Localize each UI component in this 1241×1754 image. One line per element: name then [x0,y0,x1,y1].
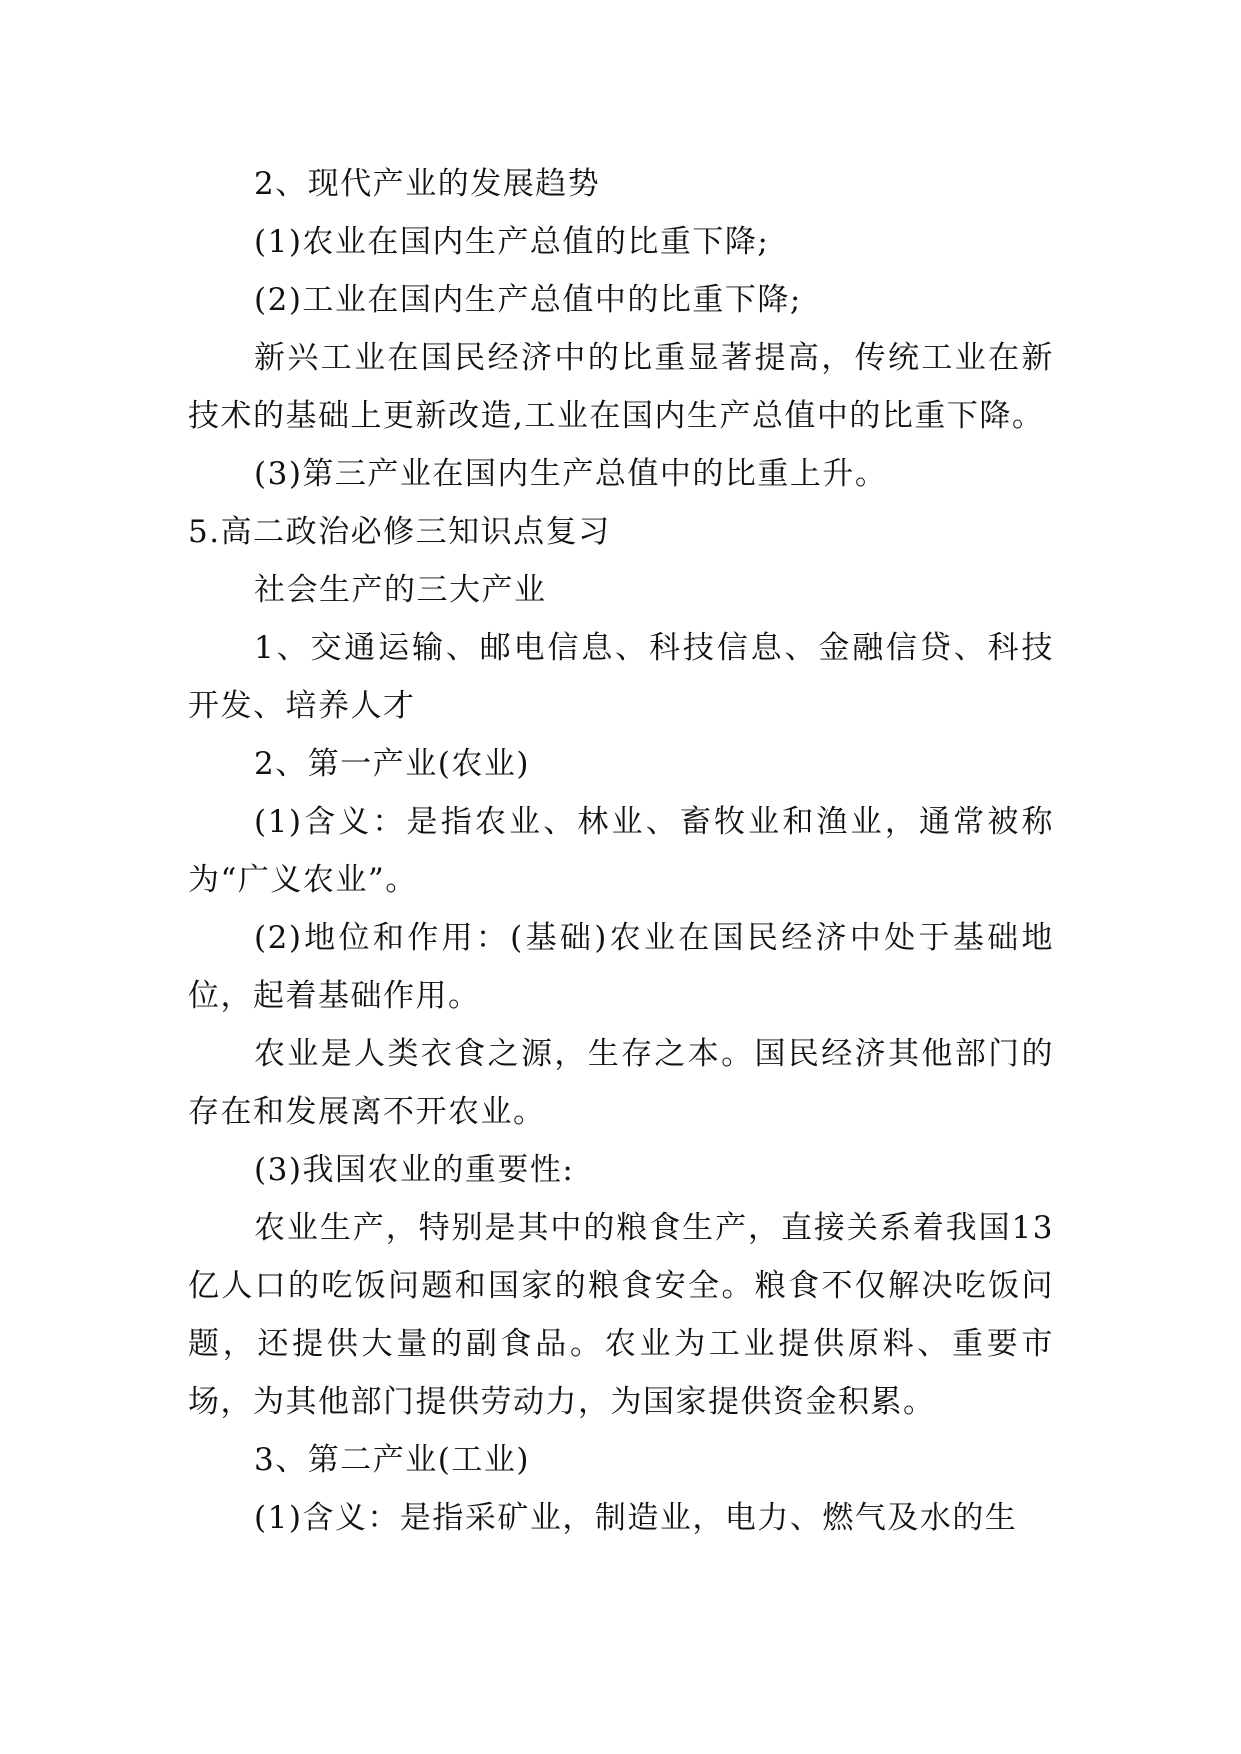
paragraph-importance-body: 农业生产，特别是其中的粮食生产，直接关系着我国13亿人口的吃饭问题和国家的粮食安全。粮食不仅解决吃饭问题，还提供大量的副食品。农业为工业提供原料、重要市场，为其他部门提供劳动力，为国家提供资金积累。 [188,1210,1054,1420]
paragraph-secondary-meaning: (1)含义：是指采矿业，制造业，电力、燃气及水的生 [254,1500,1018,1536]
paragraph-agriculture-foundation: 农业是人类衣食之源，生存之本。国民经济其他部门的存在和发展离不开农业。 [188,1036,1054,1130]
paragraph-new-industry: 新兴工业在国民经济中的比重显著提高，传统工业在新技术的基础上更新改造,工业在国内生产总值中的比重下降。 [188,340,1054,434]
paragraph-primary-meaning: (1)含义：是指农业、林业、畜牧业和渔业，通常被称为“广义农业”。 [188,804,1054,898]
paragraph-importance-heading: (3)我国农业的重要性: [254,1152,575,1188]
paragraph-agriculture-decline: (1)农业在国内生产总值的比重下降; [254,224,770,260]
paragraph-secondary-industry: 3、第二产业(工业) [254,1442,530,1478]
paragraph-services-list: 1、交通运输、邮电信息、科技信息、金融信贷、科技开发、培养人才 [188,630,1054,724]
paragraph-tertiary-rise: (3)第三产业在国内生产总值中的比重上升。 [254,456,888,492]
section-heading: 5.高二政治必修三知识点复习 [188,514,611,550]
paragraph-primary-industry: 2、第一产业(农业) [254,746,530,782]
document-page [188,155,1054,1547]
paragraph-three-industries: 社会生产的三大产业 [254,572,547,608]
paragraph-primary-role: (2)地位和作用：(基础)农业在国民经济中处于基础地位，起着基础作用。 [188,920,1054,1014]
paragraph-trend-heading: 2、现代产业的发展趋势 [254,166,601,202]
paragraph-industry-decline: (2)工业在国内生产总值中的比重下降; [254,282,802,318]
